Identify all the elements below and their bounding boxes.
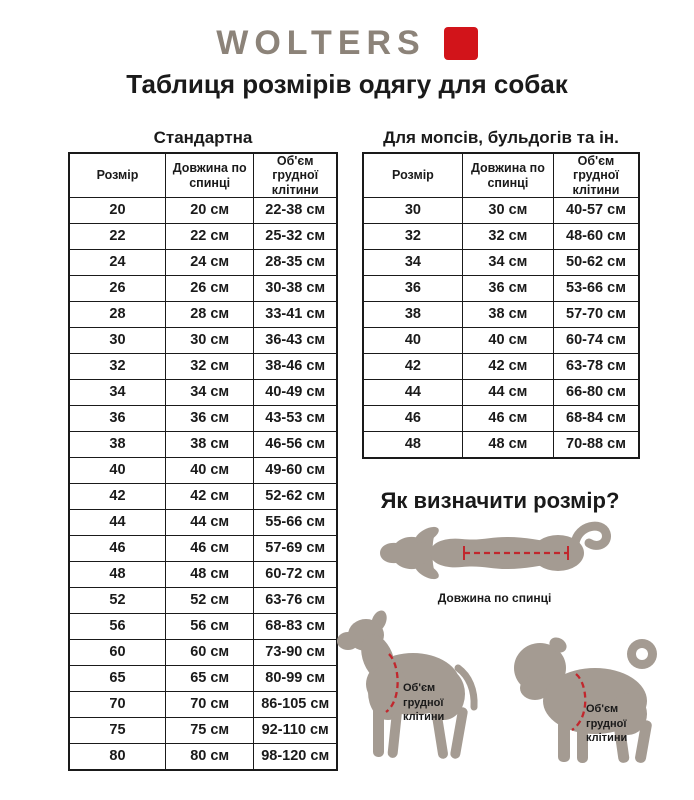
table-row — [363, 432, 639, 459]
table-cell: 33-41 см — [254, 302, 337, 328]
table-cell: 40 см — [165, 458, 253, 484]
table-cell: 56 см — [165, 614, 253, 640]
table-cell: 73-90 см — [254, 640, 337, 666]
table-cell: 32 — [363, 224, 462, 250]
table-cell: 36 — [363, 276, 462, 302]
table-row — [363, 380, 639, 406]
table-cell: 40 см — [462, 328, 553, 354]
table-cell: 46-56 см — [254, 432, 337, 458]
table-cell: 60-72 см — [254, 562, 337, 588]
table-cell: 24 см — [165, 250, 253, 276]
table-cell: 80 см — [165, 744, 253, 771]
table-cell: 53-66 см — [553, 276, 639, 302]
back-length-label: Довжина по спинці — [437, 591, 552, 605]
table-cell: 34 см — [165, 380, 253, 406]
table-cell: 92-110 см — [254, 718, 337, 744]
table-cell: 44 — [69, 510, 165, 536]
table-row — [69, 380, 337, 406]
table-cell: 42 см — [462, 354, 553, 380]
col-header-back-length: Довжина по спинці — [462, 153, 553, 198]
table-row — [69, 640, 337, 666]
table-cell: 44 см — [462, 380, 553, 406]
table-cell: 43-53 см — [254, 406, 337, 432]
table-cell: 65 — [69, 666, 165, 692]
table-cell: 49-60 см — [254, 458, 337, 484]
table-cell: 75 — [69, 718, 165, 744]
table-cell: 46 — [363, 406, 462, 432]
table-cell: 55-66 см — [254, 510, 337, 536]
table-cell: 70 — [69, 692, 165, 718]
table-cell: 32 — [69, 354, 165, 380]
logo-red-square — [444, 27, 478, 60]
table-cell: 52-62 см — [254, 484, 337, 510]
table-cell: 22 — [69, 224, 165, 250]
chest-volume-label: Об'єм грудної клітини — [586, 703, 628, 745]
table-row — [69, 484, 337, 510]
section-title-standard: Стандартна — [153, 128, 253, 147]
table-row — [363, 354, 639, 380]
table-cell: 38-46 см — [254, 354, 337, 380]
table-cell: 52 см — [165, 588, 253, 614]
table-row — [69, 666, 337, 692]
table-cell: 22 см — [165, 224, 253, 250]
table-cell: 30 — [363, 198, 462, 224]
table-cell: 22-38 см — [254, 198, 337, 224]
table-row — [363, 406, 639, 432]
table-cell: 65 см — [165, 666, 253, 692]
table-cell: 63-78 см — [553, 354, 639, 380]
table-cell: 38 см — [165, 432, 253, 458]
table-row — [69, 562, 337, 588]
table-row — [69, 718, 337, 744]
table-row — [69, 276, 337, 302]
table-cell: 63-76 см — [254, 588, 337, 614]
table-cell: 34 — [69, 380, 165, 406]
table-cell: 48-60 см — [553, 224, 639, 250]
table-cell: 38 — [69, 432, 165, 458]
table-row — [69, 406, 337, 432]
table-row — [69, 354, 337, 380]
table-cell: 20 — [69, 198, 165, 224]
table-cell: 48 см — [462, 432, 553, 459]
table-cell: 98-120 см — [254, 744, 337, 771]
table-cell: 60-74 см — [553, 328, 639, 354]
table-cell: 48 — [69, 562, 165, 588]
table-cell: 24 — [69, 250, 165, 276]
table-cell: 26 — [69, 276, 165, 302]
table-cell: 40-49 см — [254, 380, 337, 406]
table-row — [69, 198, 337, 224]
table-row — [363, 328, 639, 354]
table-row — [69, 692, 337, 718]
table-cell: 36 см — [165, 406, 253, 432]
table-row — [69, 510, 337, 536]
table-row — [69, 588, 337, 614]
col-header-size: Розмір — [69, 153, 165, 198]
size-guide-heading: Як визначити розмір? — [380, 488, 620, 513]
chest-volume-label: Об'єм грудної клітини — [403, 682, 445, 724]
table-cell: 68-84 см — [553, 406, 639, 432]
table-cell: 30 — [69, 328, 165, 354]
table-cell: 80-99 см — [254, 666, 337, 692]
table-cell: 70-88 см — [553, 432, 639, 459]
table-cell: 66-80 см — [553, 380, 639, 406]
table-row — [69, 302, 337, 328]
logo-wordmark: WOLTERS — [216, 24, 426, 62]
table-cell: 50-62 см — [553, 250, 639, 276]
table-cell: 44 см — [165, 510, 253, 536]
table-row — [69, 432, 337, 458]
col-header-size: Розмір — [363, 153, 462, 198]
table-cell: 30 см — [462, 198, 553, 224]
table-cell: 48 см — [165, 562, 253, 588]
table-cell: 44 — [363, 380, 462, 406]
table-cell: 52 — [69, 588, 165, 614]
table-cell: 30-38 см — [254, 276, 337, 302]
table-cell: 70 см — [165, 692, 253, 718]
table-row — [69, 458, 337, 484]
table-cell: 80 — [69, 744, 165, 771]
standard-size-table — [68, 152, 338, 771]
section-title-pugs: Для мопсів, бульдогів та ін. — [383, 128, 619, 147]
table-row — [363, 224, 639, 250]
table-row — [69, 224, 337, 250]
table-row — [69, 614, 337, 640]
page-title: Таблиця розмірів одягу для собак — [126, 69, 568, 99]
brand-logo — [0, 20, 694, 66]
table-cell: 60 — [69, 640, 165, 666]
col-header-chest: Об'єм грудної клітини — [553, 153, 639, 198]
table-cell: 34 см — [462, 250, 553, 276]
table-cell: 28-35 см — [254, 250, 337, 276]
table-row — [69, 744, 337, 771]
table-cell: 26 см — [165, 276, 253, 302]
table-row — [69, 536, 337, 562]
table-cell: 32 см — [462, 224, 553, 250]
table-cell: 42 — [363, 354, 462, 380]
table-cell: 28 — [69, 302, 165, 328]
table-cell: 38 — [363, 302, 462, 328]
table-cell: 36 см — [462, 276, 553, 302]
dog-top-view-illustration — [372, 513, 617, 593]
table-row — [363, 276, 639, 302]
table-cell: 38 см — [462, 302, 553, 328]
table-cell: 20 см — [165, 198, 253, 224]
table-cell: 28 см — [165, 302, 253, 328]
table-cell: 32 см — [165, 354, 253, 380]
table-cell: 86-105 см — [254, 692, 337, 718]
table-cell: 42 см — [165, 484, 253, 510]
pug-bulldog-size-table — [362, 152, 640, 459]
table-cell: 68-83 см — [254, 614, 337, 640]
table-cell: 25-32 см — [254, 224, 337, 250]
table-cell: 42 — [69, 484, 165, 510]
table-cell: 46 см — [462, 406, 553, 432]
col-header-back-length: Довжина по спинці — [165, 153, 253, 198]
table-cell: 40-57 см — [553, 198, 639, 224]
table-row — [363, 250, 639, 276]
table-row — [363, 198, 639, 224]
table-cell: 60 см — [165, 640, 253, 666]
table-cell: 36 — [69, 406, 165, 432]
table-cell: 36-43 см — [254, 328, 337, 354]
col-header-chest: Об'єм грудної клітини — [254, 153, 337, 198]
table-row — [363, 302, 639, 328]
table-cell: 57-69 см — [254, 536, 337, 562]
table-cell: 40 — [363, 328, 462, 354]
table-cell: 46 см — [165, 536, 253, 562]
bulldog-side-illustration — [502, 624, 672, 767]
table-row — [69, 328, 337, 354]
table-cell: 34 — [363, 250, 462, 276]
table-cell: 56 — [69, 614, 165, 640]
table-cell: 46 — [69, 536, 165, 562]
table-cell: 30 см — [165, 328, 253, 354]
table-header-row — [69, 153, 337, 198]
table-cell: 40 — [69, 458, 165, 484]
table-cell: 48 — [363, 432, 462, 459]
table-header-row — [363, 153, 639, 198]
table-row — [69, 250, 337, 276]
table-cell: 75 см — [165, 718, 253, 744]
table-cell: 57-70 см — [553, 302, 639, 328]
